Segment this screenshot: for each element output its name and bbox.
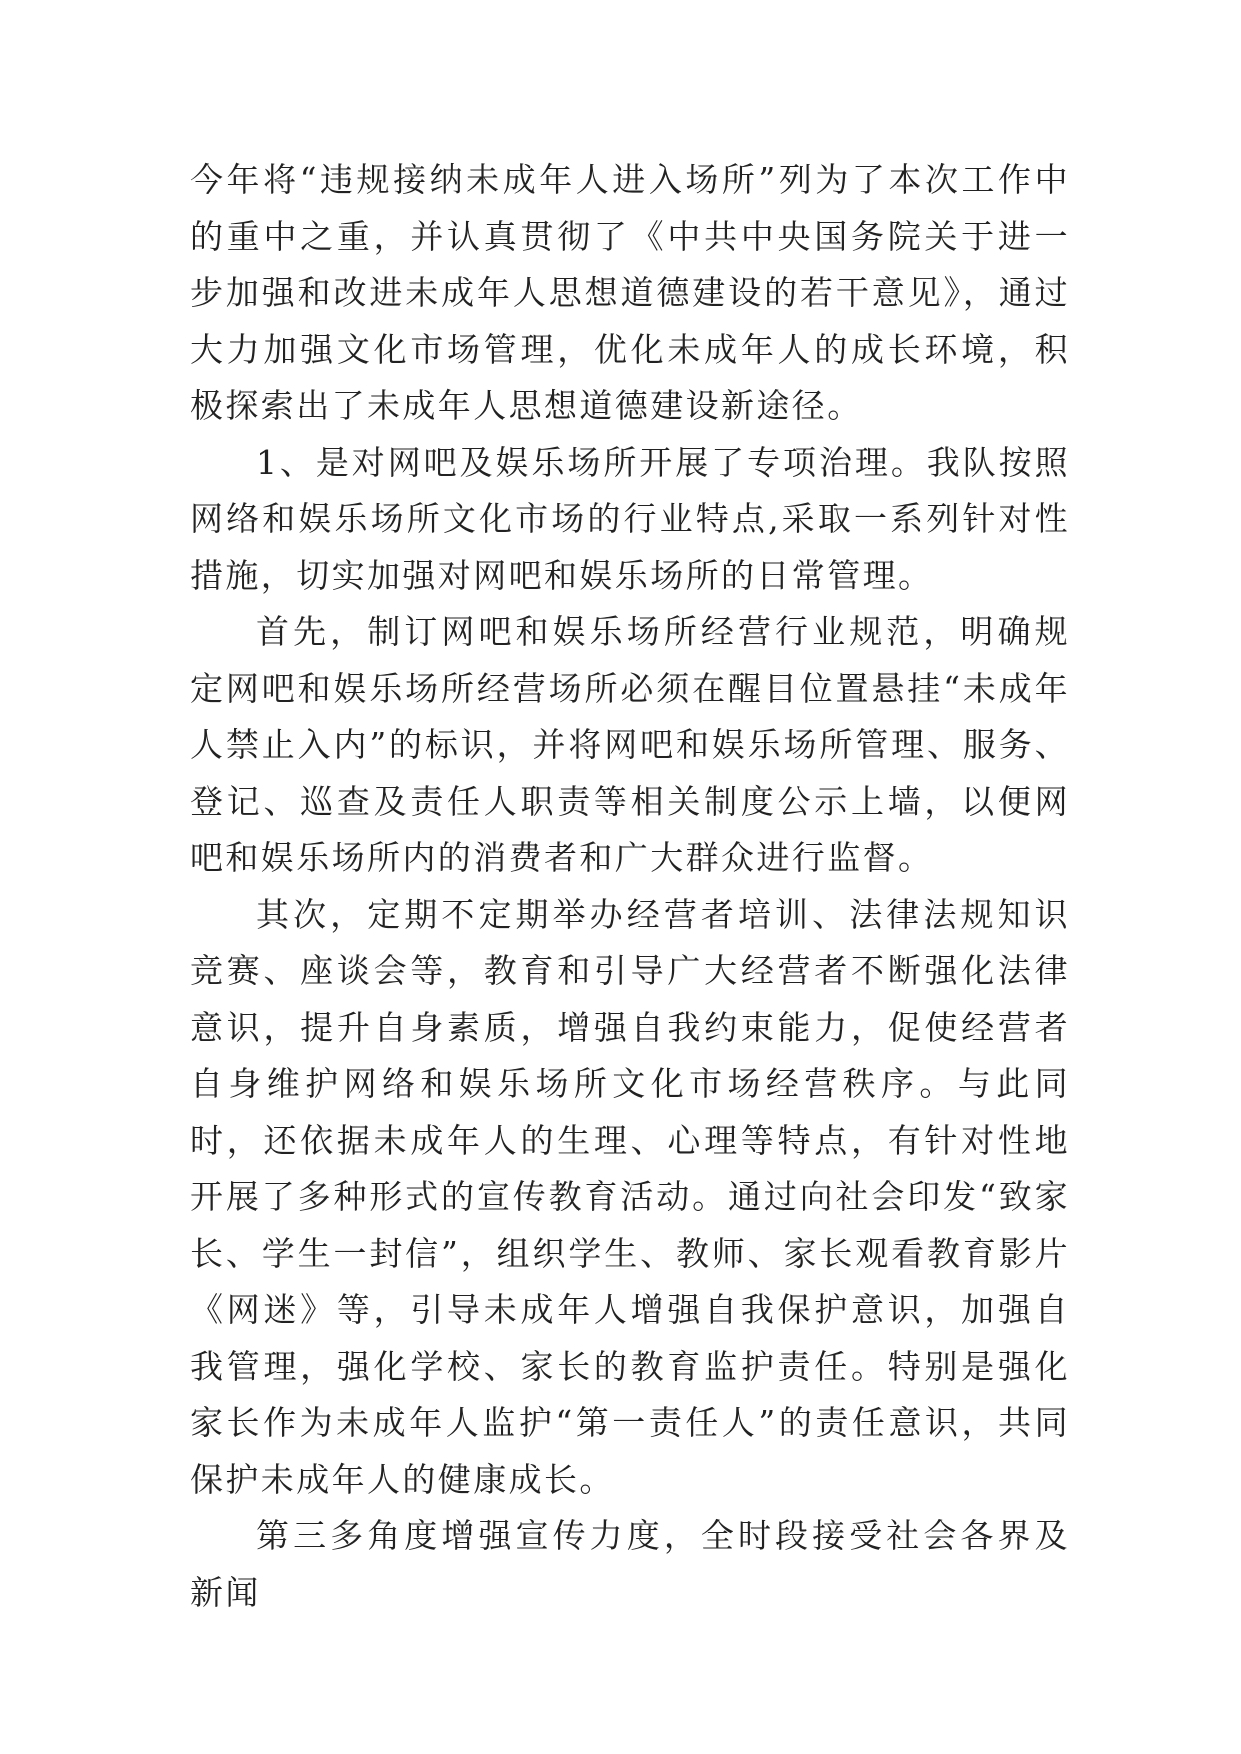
- paragraph-third-measure: 第三多角度增强宣传力度，全时段接受社会各界及新闻: [190, 1516, 1070, 1612]
- paragraph-first-measure: 首先，制订网吧和娱乐场所经营行业规范，明确规定网吧和娱乐场所经营场所必须在醒目位置悬挂“未成年人禁止入内”的标识，并将网吧和娱乐场所管理、服务、登记、巡查及责任人职责等相关制度公示上墙，以便网吧和娱乐场所内的消费者和广大群众进行监督。: [190, 612, 1070, 877]
- paragraph-second-measure: 其次，定期不定期举办经营者培训、法律法规知识竞赛、座谈会等，教育和引导广大经营者不断强化法律意识，提升自身素质，增强自我约束能力，促使经营者自身维护网络和娱乐场所文化市场经营秩序。与此同时，还依据未成年人的生理、心理等特点，有针对性地开展了多种形式的宣传教育活动。通过向社会印发“致家长、学生一封信”，组织学生、教师、家长观看教育影片《网迷》等，引导未成年人增强自我保护意识，加强自我管理，强化学校、家长的教育监护责任。特别是强化家长作为未成年人监护“第一责任人”的责任意识，共同保护未成年人的健康成长。: [190, 894, 1070, 1499]
- paragraph-internet-cafe-governance: 1、是对网吧及娱乐场所开展了专项治理。我队按照网络和娱乐场所文化市场的行业特点,采取一系列针对性措施，切实加强对网吧和娱乐场所的日常管理。: [190, 442, 1070, 595]
- paragraph-intro: 今年将“违规接纳未成年人进入场所”列为了本次工作中的重中之重，并认真贯彻了《中共中央国务院关于进一步加强和改进未成年人思想道德建设的若干意见》，通过大力加强文化市场管理，优化未成年人的成长环境，积极探索出了未成年人思想道德建设新途径。: [190, 160, 1070, 425]
- document-body: [190, 152, 1070, 1621]
